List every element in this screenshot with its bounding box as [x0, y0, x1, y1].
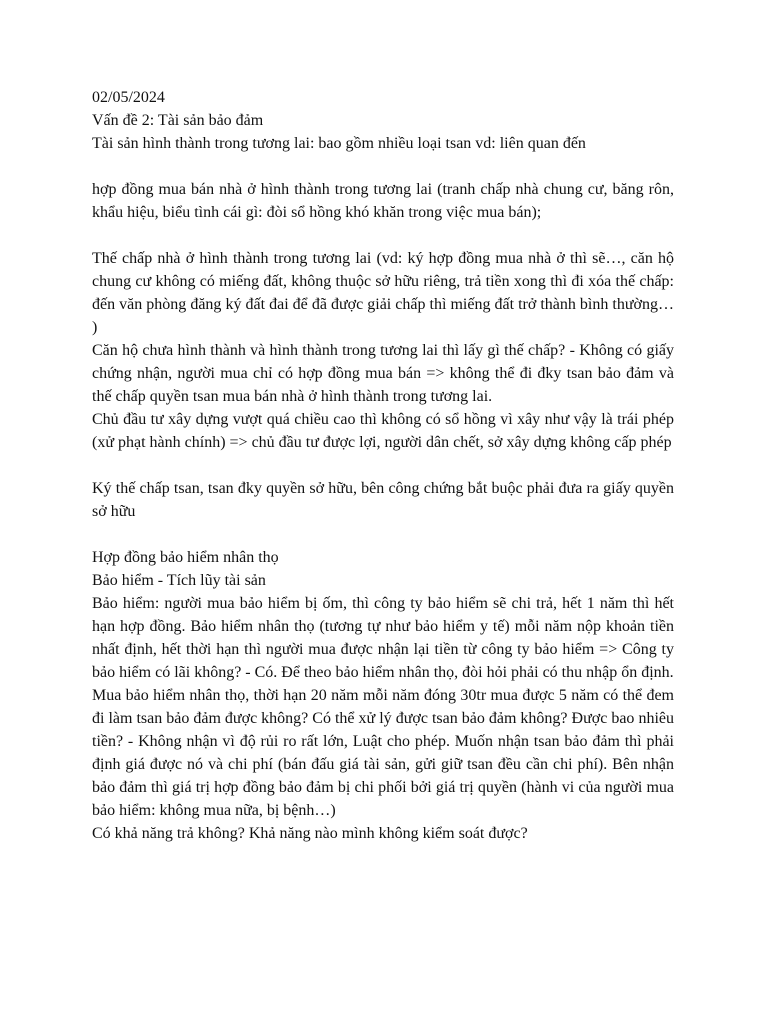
paragraph-notary: Ký thế chấp tsan, tsan đky quyền sở hữu, bên công chứng bắt buộc phải đưa ra giấy quyền sở hữu [92, 480, 674, 520]
document-date: 02/05/2024 [92, 89, 165, 106]
paragraph-unfinished-apartment: Căn hộ chưa hình thành và hình thành trong tương lai thì lấy gì thế chấp? - Không có giấy chứng nhận, người mua chỉ có hợp đồng mua bán => không thể đi đky tsan bảo đảm và thế chấp quyền tsan mua bán nhà ở hình thành trong tương lai. [92, 342, 674, 405]
document-page [92, 86, 674, 845]
paragraph-housing-contract: hợp đồng mua bán nhà ở hình thành trong tương lai (tranh chấp nhà chung cư, băng rôn, khẩu hiệu, biểu tình cái gì: đòi sổ hồng khó khăn trong việc mua bán); [92, 181, 674, 221]
paragraph-investor-height: Chủ đầu tư xây dựng vượt quá chiều cao thì không có sổ hồng vì xây như vậy là trái phép (xử phạt hành chính) => chủ đầu tư được lợi, người dân chết, sở xây dựng không cấp phép [92, 411, 674, 451]
paragraph-ability-to-pay: Có khả năng trả không? Khả năng nào mình không kiểm soát được? [92, 825, 528, 842]
subheading-life-insurance: Hợp đồng bảo hiểm nhân thọ [92, 549, 279, 566]
blank-line [92, 454, 674, 477]
blank-line [92, 155, 674, 178]
blank-line [92, 523, 674, 546]
paragraph-future-assets: Tài sản hình thành trong tương lai: bao gồm nhiều loại tsan vd: liên quan đến [92, 135, 586, 152]
blank-line [92, 224, 674, 247]
paragraph-insurance: Bảo hiểm: người mua bảo hiểm bị ốm, thì công ty bảo hiểm sẽ chi trả, hết 1 năm thì hết hạn hợp đồng. Bảo hiểm nhân thọ (tương tự như bảo hiểm y tế) mỗi năm nộp khoản tiền nhất định, hết thời hạn thì người mua được nhận lại tiền từ công ty bảo hiểm => Công ty bảo hiểm có lãi không? - Có. Để theo bảo hiểm nhân thọ, đòi hỏi phải có thu nhập ổn định. [92, 595, 674, 681]
paragraph-mortgage-future-house: Thế chấp nhà ở hình thành trong tương lai (vd: ký hợp đồng mua nhà ở thì sẽ…, căn hộ chung cư không có miếng đất, không thuộc sở hữu riêng, trả tiền xong thì đi xóa thế chấp: đến văn phòng đăng ký đất đai để đã được giải chấp thì miếng đất trở thành bình thường… ) [92, 250, 674, 336]
paragraph-insurance-collateral: Mua bảo hiểm nhân thọ, thời hạn 20 năm mỗi năm đóng 30tr mua được 5 năm có thể đem đi làm tsan bảo đảm được không? Có thể xử lý được tsan bảo đảm không? Được bao nhiêu tiền? - Không nhận vì độ rủi ro rất lớn, Luật cho phép. Muốn nhận tsan bảo đảm thì phải định giá được nó và chi phí (bán đấu giá tài sản, gửi giữ tsan đều cần chi phí). Bên nhận bảo đảm thì giá trị hợp đồng bảo đảm bị chi phối bởi giá trị quyền (hành vi của người mua bảo hiểm: không mua nữa, bị bệnh…) [92, 687, 674, 819]
document-heading: Vấn đề 2: Tài sản bảo đảm [92, 112, 264, 129]
subheading-insurance-savings: Bảo hiểm - Tích lũy tài sản [92, 572, 266, 589]
